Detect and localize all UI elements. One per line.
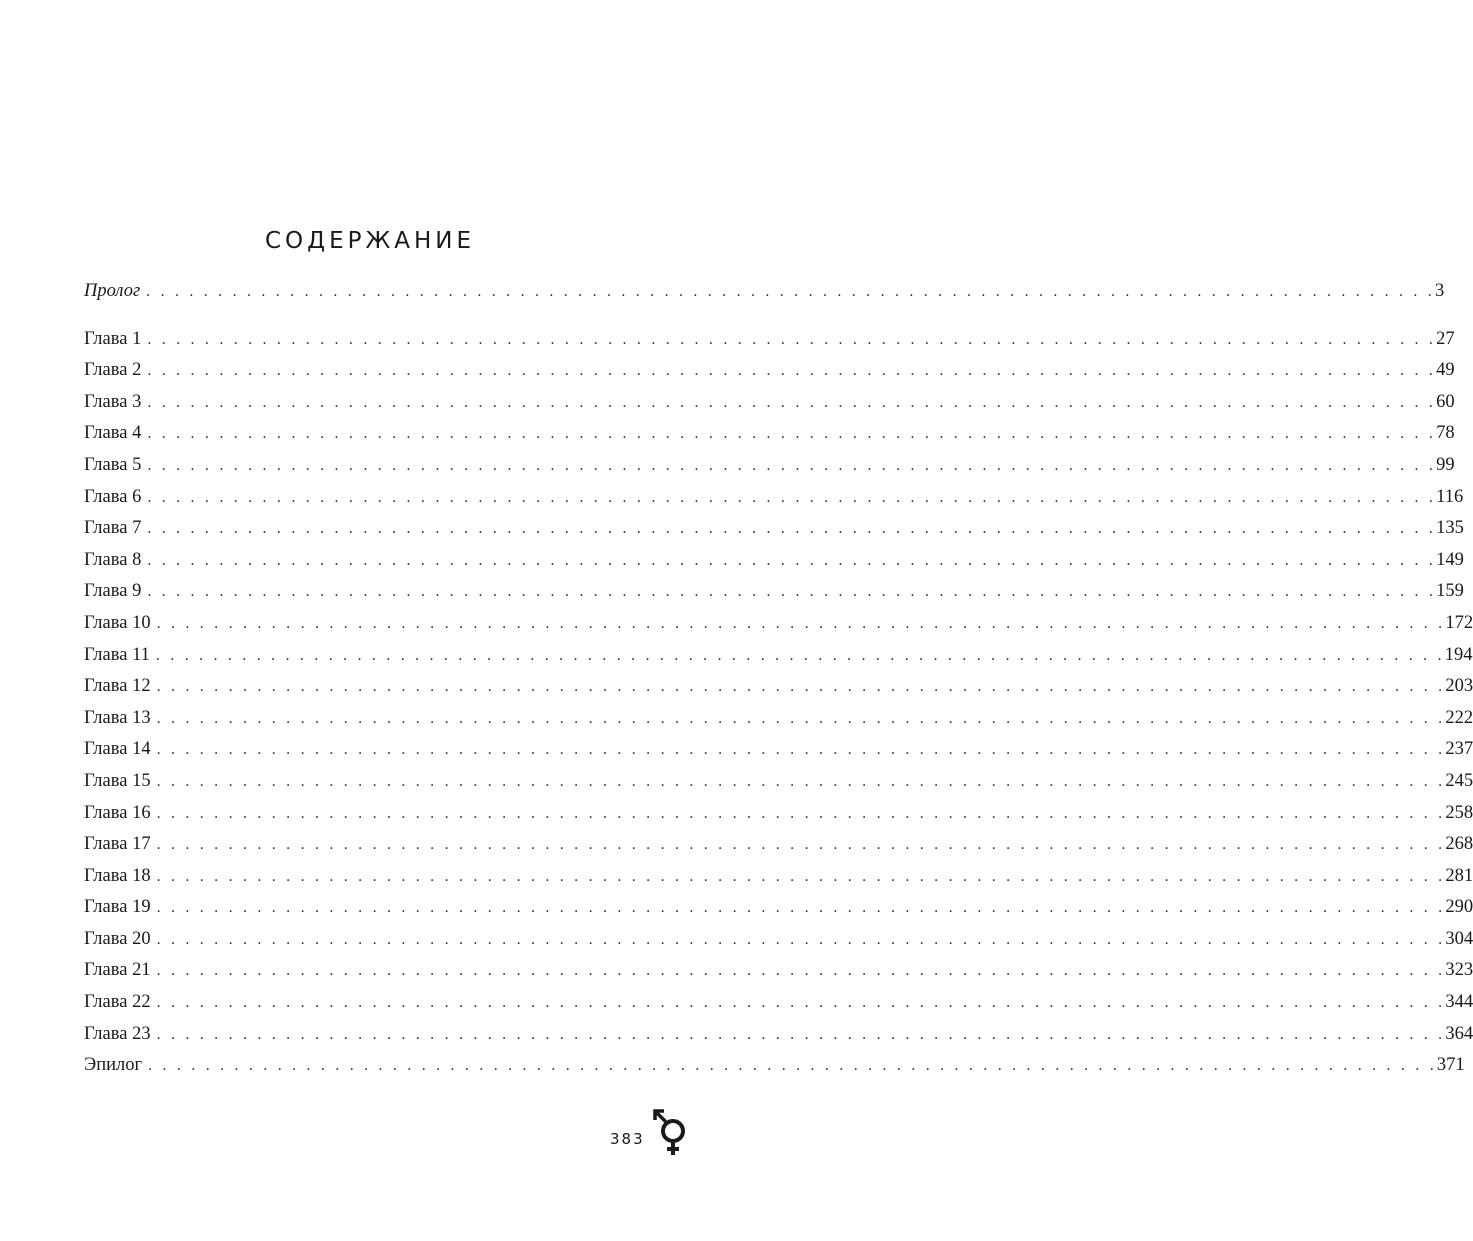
- toc-entry-title: Глава 7: [84, 518, 142, 539]
- toc-entry: [84, 324, 1455, 356]
- toc-entry-title: Глава 17: [84, 834, 151, 855]
- page-title: СОДЕРЖАНИЕ: [264, 228, 476, 254]
- dot-leader: . . . . . . . . . . . . . . . . . . . . . . . . . . . . . . . . . . . . . . . . . . . . . . . . . . . . . . . . . . . . . . . . . . . . . . . . . . . . . . . . . . . . . . . . . .: [147, 362, 1437, 380]
- toc-entry-page: 323: [1445, 960, 1473, 981]
- toc-entry-page: 237: [1445, 739, 1473, 760]
- toc-entry-title: Глава 2: [84, 360, 142, 381]
- toc-entry: [84, 798, 1473, 830]
- dot-leader: . . . . . . . . . . . . . . . . . . . . . . . . . . . . . . . . . . . . . . . . . . . . . . . . . . . . . . . . . . . . . . . . . . . . . . . . . . . . . . . . . . . . . . . . . .: [156, 836, 1446, 854]
- toc-entry-page: 258: [1445, 802, 1473, 823]
- dot-leader: . . . . . . . . . . . . . . . . . . . . . . . . . . . . . . . . . . . . . . . . . . . . . . . . . . . . . . . . . . . . . . . . . . . . . . . . . . . . . . . . . . . . . . . . . .: [146, 283, 1435, 300]
- toc-entry-page: 194: [1444, 644, 1473, 665]
- toc-entry-title: Глава 12: [84, 676, 151, 697]
- toc-entry: [84, 387, 1455, 419]
- toc-entry-title: Глава 16: [84, 802, 151, 823]
- toc-entry-title: Глава 3: [84, 391, 142, 412]
- toc-entry: [84, 703, 1473, 735]
- toc-entry-page: 27: [1436, 328, 1455, 349]
- toc-entry: [84, 513, 1464, 545]
- toc-entry-page: 203: [1445, 676, 1473, 697]
- toc-entry-page: 245: [1445, 770, 1473, 791]
- toc-entry: [84, 450, 1455, 482]
- toc-entry-title: Глава 13: [84, 707, 151, 728]
- toc-entry-page: 159: [1436, 581, 1464, 602]
- dot-leader: . . . . . . . . . . . . . . . . . . . . . . . . . . . . . . . . . . . . . . . . . . . . . . . . . . . . . . . . . . . . . . . . . . . . . . . . . . . . . . . . . . . . . . . . . .: [156, 804, 1446, 822]
- toc-entry-page: 49: [1436, 360, 1455, 381]
- toc-entry: [84, 892, 1473, 924]
- toc-entry-title: Глава 14: [84, 739, 151, 760]
- dot-leader: . . . . . . . . . . . . . . . . . . . . . . . . . . . . . . . . . . . . . . . . . . . . . . . . . . . . . . . . . . . . . . . . . . . . . . . . . . . . . . . . . . . . . . . . . .: [156, 709, 1446, 727]
- toc-entry-title: Глава 19: [84, 897, 151, 918]
- toc-entry-title: Глава 23: [84, 1023, 151, 1044]
- dot-leader: . . . . . . . . . . . . . . . . . . . . . . . . . . . . . . . . . . . . . . . . . . . . . . . . . . . . . . . . . . . . . . . . . . . . . . . . . . . . . . . . . . . . . . . . . .: [156, 772, 1446, 790]
- dot-leader: . . . . . . . . . . . . . . . . . . . . . . . . . . . . . . . . . . . . . . . . . . . . . . . . . . . . . . . . . . . . . . . . . . . . . . . . . . . . . . . . . . . . . . . . . .: [147, 393, 1437, 411]
- dot-leader: . . . . . . . . . . . . . . . . . . . . . . . . . . . . . . . . . . . . . . . . . . . . . . . . . . . . . . . . . . . . . . . . . . . . . . . . . . . . . . . . . . . . . . . . . .: [147, 488, 1437, 506]
- toc-entry-title: Глава 8: [84, 549, 142, 570]
- dot-leader: . . . . . . . . . . . . . . . . . . . . . . . . . . . . . . . . . . . . . . . . . . . . . . . . . . . . . . . . . . . . . . . . . . . . . . . . . . . . . . . . . . . . . . . . . .: [156, 867, 1446, 885]
- dot-leader: . . . . . . . . . . . . . . . . . . . . . . . . . . . . . . . . . . . . . . . . . . . . . . . . . . . . . . . . . . . . . . . . . . . . . . . . . . . . . . . . . . . . . . . . . .: [156, 678, 1446, 696]
- toc-entry: [84, 987, 1473, 1019]
- toc-entry-title: Эпилог: [84, 1055, 143, 1076]
- dot-leader: . . . . . . . . . . . . . . . . . . . . . . . . . . . . . . . . . . . . . . . . . . . . . . . . . . . . . . . . . . . . . . . . . . . . . . . . . . . . . . . . . . . . . . . . . .: [156, 994, 1446, 1012]
- dot-leader: . . . . . . . . . . . . . . . . . . . . . . . . . . . . . . . . . . . . . . . . . . . . . . . . . . . . . . . . . . . . . . . . . . . . . . . . . . . . . . . . . . . . . . . . . .: [155, 646, 1445, 664]
- toc-entry-title: Глава 10: [84, 612, 151, 633]
- toc-entry-page: 371: [1436, 1055, 1465, 1076]
- toc-entry-title: Глава 11: [84, 644, 150, 665]
- toc-entry-page: 290: [1445, 897, 1473, 918]
- toc-entry-page: 172: [1445, 612, 1473, 633]
- toc-entry-page: 222: [1445, 707, 1473, 728]
- toc-entry-title: Глава 21: [84, 960, 151, 981]
- toc-entry: [84, 640, 1473, 672]
- toc-entry-title: Глава 15: [84, 770, 151, 791]
- toc-entry-page: 3: [1434, 281, 1445, 301]
- dot-leader: . . . . . . . . . . . . . . . . . . . . . . . . . . . . . . . . . . . . . . . . . . . . . . . . . . . . . . . . . . . . . . . . . . . . . . . . . . . . . . . . . . . . . . . . . .: [147, 583, 1437, 601]
- dot-leader: . . . . . . . . . . . . . . . . . . . . . . . . . . . . . . . . . . . . . . . . . . . . . . . . . . . . . . . . . . . . . . . . . . . . . . . . . . . . . . . . . . . . . . . . . .: [147, 456, 1437, 474]
- toc-entry: [84, 1019, 1473, 1051]
- page-footer: [610, 1108, 691, 1160]
- toc-entry: [84, 418, 1455, 450]
- dot-leader: . . . . . . . . . . . . . . . . . . . . . . . . . . . . . . . . . . . . . . . . . . . . . . . . . . . . . . . . . . . . . . . . . . . . . . . . . . . . . . . . . . . . . . . . . .: [156, 962, 1446, 980]
- dot-leader: . . . . . . . . . . . . . . . . . . . . . . . . . . . . . . . . . . . . . . . . . . . . . . . . . . . . . . . . . . . . . . . . . . . . . . . . . . . . . . . . . . . . . . . . . .: [148, 1057, 1437, 1075]
- table-of-contents: [84, 276, 1473, 1082]
- dot-leader: . . . . . . . . . . . . . . . . . . . . . . . . . . . . . . . . . . . . . . . . . . . . . . . . . . . . . . . . . . . . . . . . . . . . . . . . . . . . . . . . . . . . . . . . . .: [156, 1025, 1446, 1043]
- toc-entry-title: Глава 5: [84, 454, 142, 475]
- gender-symbol-icon: [653, 1109, 691, 1159]
- dot-leader: . . . . . . . . . . . . . . . . . . . . . . . . . . . . . . . . . . . . . . . . . . . . . . . . . . . . . . . . . . . . . . . . . . . . . . . . . . . . . . . . . . . . . . . . . .: [147, 330, 1437, 348]
- toc-entry-title: Пролог: [84, 281, 141, 301]
- dot-leader: . . . . . . . . . . . . . . . . . . . . . . . . . . . . . . . . . . . . . . . . . . . . . . . . . . . . . . . . . . . . . . . . . . . . . . . . . . . . . . . . . . . . . . . . . .: [156, 614, 1446, 632]
- toc-entry-page: 304: [1445, 928, 1473, 949]
- dot-leader: . . . . . . . . . . . . . . . . . . . . . . . . . . . . . . . . . . . . . . . . . . . . . . . . . . . . . . . . . . . . . . . . . . . . . . . . . . . . . . . . . . . . . . . . . .: [156, 899, 1446, 917]
- dot-leader: . . . . . . . . . . . . . . . . . . . . . . . . . . . . . . . . . . . . . . . . . . . . . . . . . . . . . . . . . . . . . . . . . . . . . . . . . . . . . . . . . . . . . . . . . .: [147, 425, 1437, 443]
- toc-entry: [84, 924, 1473, 956]
- toc-entry-page: 78: [1436, 423, 1455, 444]
- toc-entry-title: Глава 18: [84, 865, 151, 886]
- dot-leader: . . . . . . . . . . . . . . . . . . . . . . . . . . . . . . . . . . . . . . . . . . . . . . . . . . . . . . . . . . . . . . . . . . . . . . . . . . . . . . . . . . . . . . . . . .: [156, 930, 1446, 948]
- toc-entry-title: Глава 9: [84, 581, 142, 602]
- dot-leader: . . . . . . . . . . . . . . . . . . . . . . . . . . . . . . . . . . . . . . . . . . . . . . . . . . . . . . . . . . . . . . . . . . . . . . . . . . . . . . . . . . . . . . . . . .: [147, 551, 1437, 569]
- toc-entry: [84, 1050, 1465, 1082]
- toc-entry-title: Глава 22: [84, 992, 151, 1013]
- toc-entry: [84, 576, 1464, 608]
- toc-entry-page: 149: [1436, 549, 1464, 570]
- toc-entry-page: 344: [1445, 992, 1473, 1013]
- toc-entry-title: Глава 6: [84, 486, 142, 507]
- toc-entry: [84, 734, 1473, 766]
- toc-entry-title: Глава 4: [84, 423, 142, 444]
- page-number: 383: [610, 1130, 645, 1148]
- toc-entry-page: 60: [1436, 391, 1455, 412]
- toc-entry: [84, 829, 1473, 861]
- dot-leader: . . . . . . . . . . . . . . . . . . . . . . . . . . . . . . . . . . . . . . . . . . . . . . . . . . . . . . . . . . . . . . . . . . . . . . . . . . . . . . . . . . . . . . . . . .: [156, 741, 1446, 759]
- toc-entry: [84, 608, 1473, 640]
- toc-entry-page: 135: [1436, 518, 1464, 539]
- toc-entry-title: Глава 1: [84, 328, 142, 349]
- toc-entry-title: Глава 20: [84, 928, 151, 949]
- dot-leader: . . . . . . . . . . . . . . . . . . . . . . . . . . . . . . . . . . . . . . . . . . . . . . . . . . . . . . . . . . . . . . . . . . . . . . . . . . . . . . . . . . . . . . . . . .: [147, 520, 1437, 538]
- toc-entry-page: 99: [1436, 454, 1455, 475]
- toc-entry: [84, 276, 1445, 308]
- toc-entry: [84, 545, 1464, 577]
- toc-entry: [84, 482, 1464, 514]
- toc-entry: [84, 355, 1455, 387]
- toc-entry-page: 268: [1445, 834, 1473, 855]
- toc-entry-page: 281: [1445, 865, 1473, 886]
- toc-entry: [84, 955, 1473, 987]
- toc-entry-page: 364: [1445, 1023, 1473, 1044]
- toc-entry: [84, 671, 1473, 703]
- toc-entry-page: 116: [1436, 486, 1464, 507]
- toc-entry: [84, 861, 1473, 893]
- toc-entry: [84, 766, 1473, 798]
